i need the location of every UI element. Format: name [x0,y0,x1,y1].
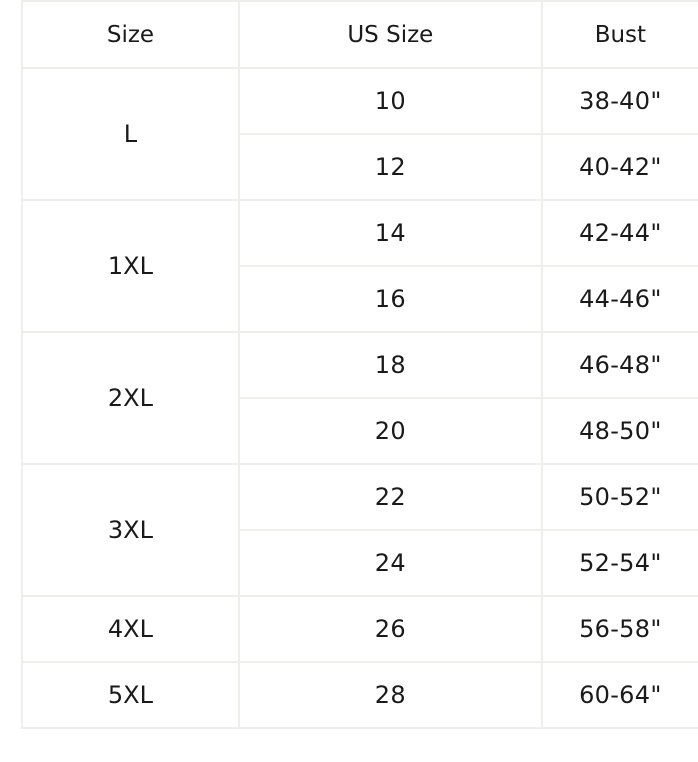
table-row [22,68,698,134]
bust-cell: 48-50" [542,398,698,464]
table-row [22,464,698,530]
us-size-cell: 22 [239,464,542,530]
us-size-cell: 12 [239,134,542,200]
size-cell: L [22,68,239,200]
bust-cell: 60-64" [542,662,698,728]
size-cell: 2XL [22,332,239,464]
bust-cell: 44-46" [542,266,698,332]
us-size-cell: 28 [239,662,542,728]
us-size-cell: 16 [239,266,542,332]
us-size-cell: 24 [239,530,542,596]
size-cell: 5XL [22,662,239,728]
bust-cell: 42-44" [542,200,698,266]
bust-cell: 56-58" [542,596,698,662]
us-size-cell: 20 [239,398,542,464]
bust-cell: 46-48" [542,332,698,398]
size-cell: 1XL [22,200,239,332]
table-row [22,662,698,728]
header-bust: Bust [542,1,698,68]
us-size-cell: 14 [239,200,542,266]
size-cell: 4XL [22,596,239,662]
us-size-cell: 18 [239,332,542,398]
size-chart-table [21,0,698,729]
bust-cell: 38-40" [542,68,698,134]
header-us-size: US Size [239,1,542,68]
size-cell: 3XL [22,464,239,596]
table-row [22,596,698,662]
bust-cell: 50-52" [542,464,698,530]
table-header-row [22,1,698,68]
us-size-cell: 10 [239,68,542,134]
bust-cell: 52-54" [542,530,698,596]
table-row [22,200,698,266]
header-size: Size [22,1,239,68]
us-size-cell: 26 [239,596,542,662]
table-row [22,332,698,398]
bust-cell: 40-42" [542,134,698,200]
